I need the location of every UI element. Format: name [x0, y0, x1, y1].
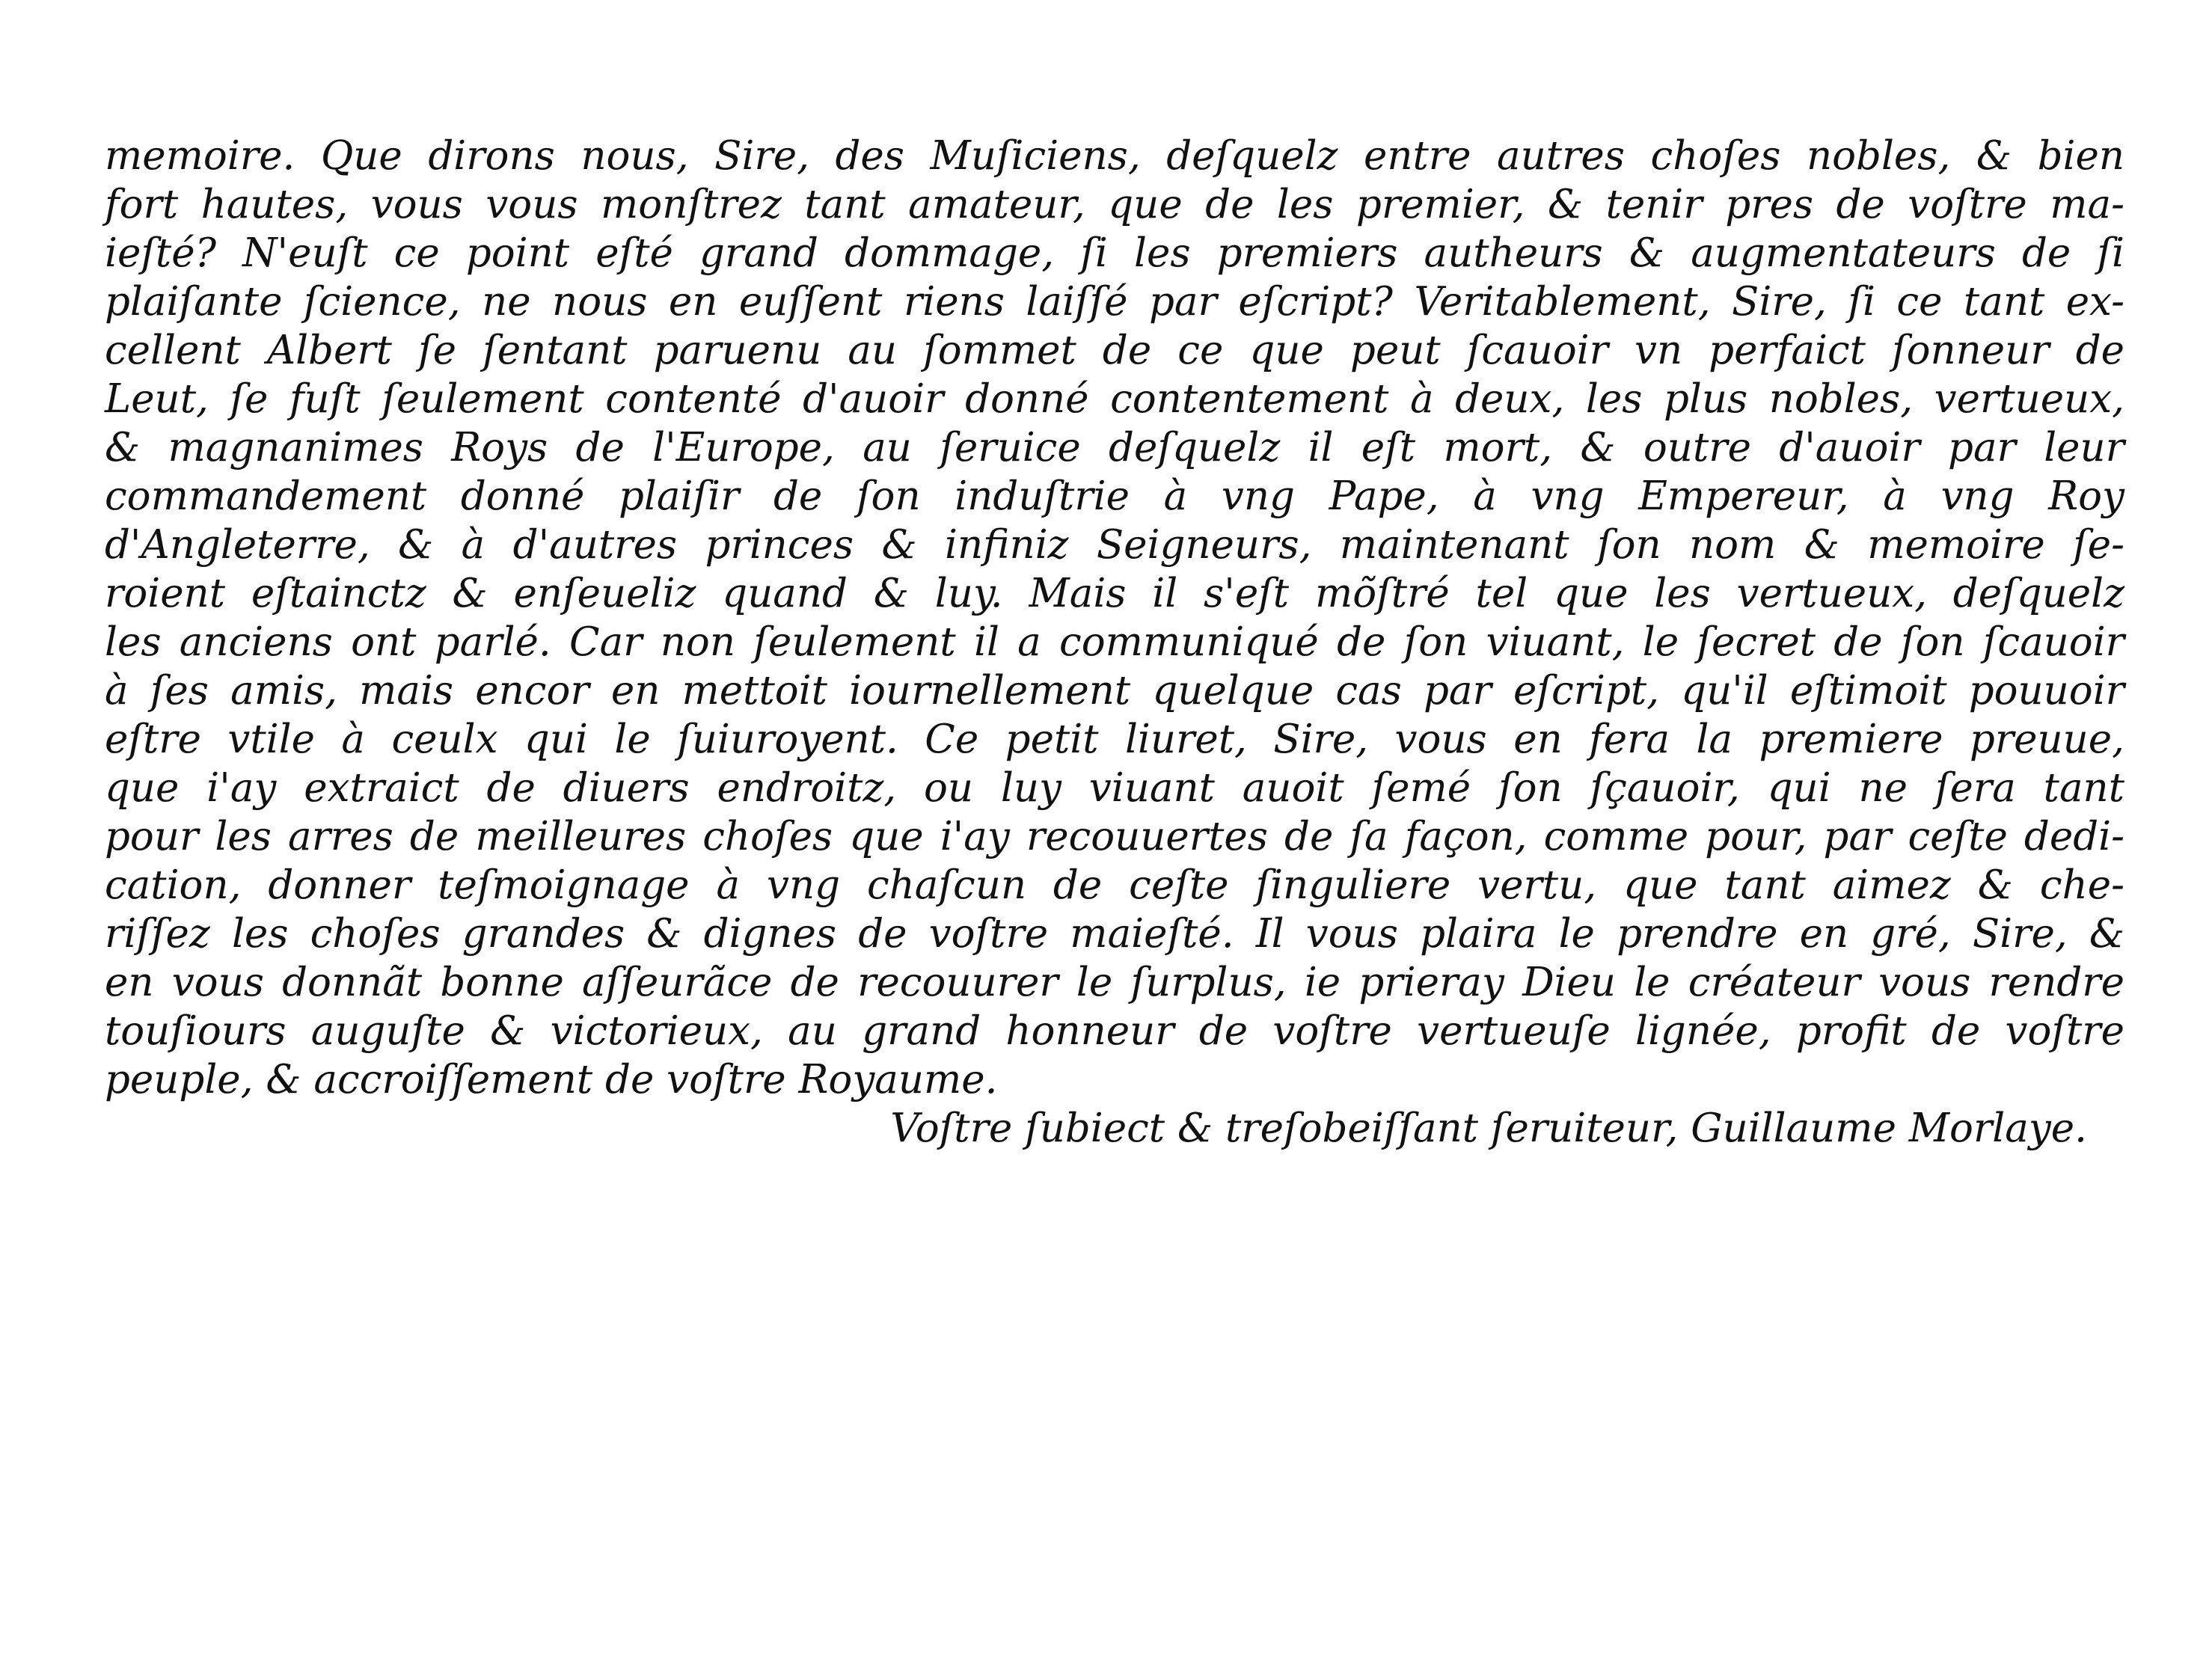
text-line: que i'ay extraict de diuers endroitz, ou luy viuant auoit ſemé ſon ſçauoir, qui ne ſera tant	[105, 765, 2124, 811]
text-line: roient eſtainctz & enſeueliz quand & luy. Mais il s'eſt mõſtré tel que les vertueux, deſquelz	[105, 571, 2124, 616]
text-line: touſiours auguſte & victorieux, au grand honneur de voſtre vertueuſe lignée, profit de voſtre	[105, 1008, 2124, 1054]
text-line: d'Angleterre, & à d'autres princes & infiniz Seigneurs, maintenant ſon nom & memoire ſe-	[105, 522, 2124, 568]
text-line: ieſté? N'euſt ce point eſté grand dommage, ſi les premiers autheurs & augmentateurs de ſi	[105, 230, 2124, 276]
text-line: fort hautes, vous vous monſtrez tant amateur, que de les premier, & tenir pres de voſtre ma-	[105, 182, 2124, 227]
text-line: cellent Albert ſe ſentant paruenu au ſommet de ce que peut ſcauoir vn perfaict ſonneur de	[105, 328, 2124, 373]
text-line: memoire. Que dirons nous, Sire, des Muſiciens, deſquelz entre autres choſes nobles, & bien	[105, 133, 2124, 179]
text-line: riſſez les choſes grandes & dignes de voſtre maieſté. Il vous plaira le prendre en gré, Sire, &	[105, 911, 2124, 957]
text-line: peuple, & accroiſſement de voſtre Royaume.	[105, 1057, 998, 1103]
text-line: en vous donnãt bonne aſſeurãce de recouurer le ſurplus, ie prieray Dieu le créateur vous rendre	[105, 960, 2124, 1005]
text-line: commandement donné plaiſir de ſon induſtrie à vng Pape, à vng Empereur, à vng Roy	[105, 473, 2124, 519]
text-line: Leut, ſe fuſt ſeulement contenté d'auoir donné contentement à deux, les plus nobles, vertueux,	[105, 376, 2124, 422]
text-line: pour les arres de meilleures choſes que i'ay recouuertes de ſa façon, comme pour, par ceſte dedi-	[105, 814, 2124, 859]
text-line: à ſes amis, mais encor en mettoit iournellement quelque cas par eſcript, qu'il eſtimoit pouuoir	[105, 668, 2124, 714]
dedication-text	[105, 132, 2124, 1153]
text-line: cation, donner teſmoignage à vng chaſcun de ceſte ſinguliere vertu, que tant aimez & che-	[105, 862, 2124, 908]
text-line: & magnanimes Roys de l'Europe, au ſeruice deſquelz il eſt mort, & outre d'auoir par leur	[105, 425, 2124, 470]
text-line: plaiſante ſcience, ne nous en euſſent riens laiſſé par eſcript? Veritablement, Sire, ſi ce tant ex-	[105, 279, 2124, 325]
text-line: les anciens ont parlé. Car non ſeulement il a communiqué de ſon viuant, le ſecret de ſon ſcauoir	[105, 619, 2124, 665]
text-line: eſtre vtile à ceulx qui le ſuiuroyent. Ce petit liuret, Sire, vous en fera la premiere preuue,	[105, 717, 2124, 762]
signature-line: Voſtre ſubiect & treſobeiſſant ſeruiteur, Guillaume Morlaye.	[890, 1106, 2087, 1151]
